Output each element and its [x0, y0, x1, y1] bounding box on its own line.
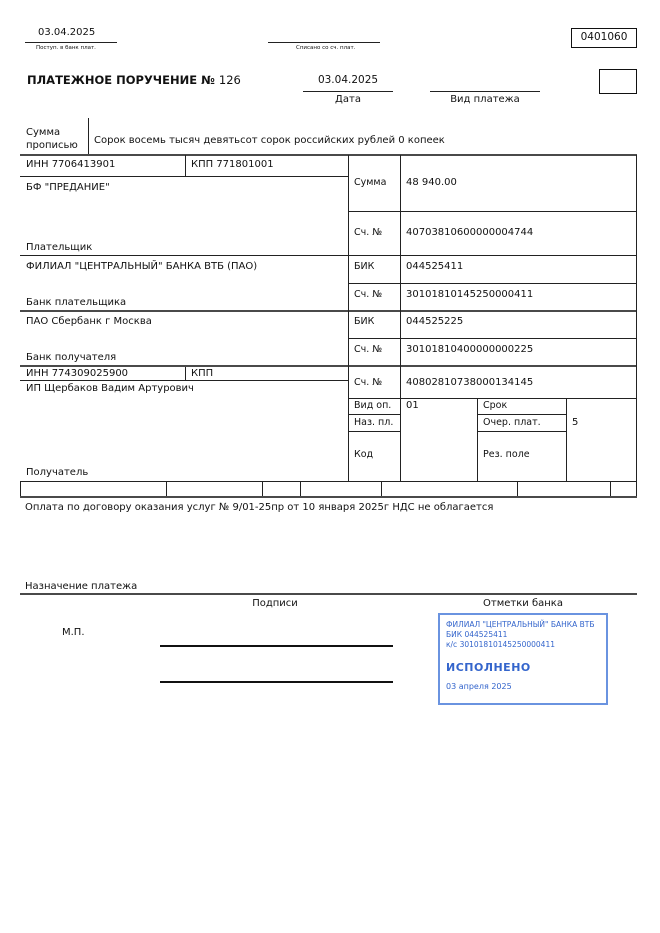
stamp-status: ИСПОЛНЕНО: [446, 661, 531, 674]
table-label-value-divider: [400, 155, 401, 481]
payer-label: Плательщик: [26, 242, 93, 253]
document-number: 126: [218, 73, 241, 87]
bottom-row-v5: [517, 482, 518, 496]
recipient-bank-bik: 044525225: [406, 316, 464, 327]
recipient-inn-kpp-divider: [185, 367, 186, 380]
payer-bank-name: ФИЛИАЛ "ЦЕНТРАЛЬНЫЙ" БАНКА ВТБ (ПАО): [26, 261, 258, 272]
payer-bank-bik-bottom: [348, 283, 637, 284]
bank-stamp: [438, 613, 608, 705]
purpose-code-label: Наз. пл.: [354, 417, 394, 428]
date-label: Дата: [335, 94, 361, 105]
payer-bank-block-bottom: [20, 310, 637, 312]
payer-bank-bik-label: БИК: [354, 261, 375, 272]
priority-label: Очер. плат.: [483, 417, 541, 428]
bottom-row-v4: [381, 482, 382, 496]
signature-line-1: [160, 645, 393, 647]
payer-block-bottom: [20, 255, 637, 256]
op-type-label: Вид оп.: [354, 400, 392, 411]
document-title-text: ПЛАТЕЖНОЕ ПОРУЧЕНИЕ №: [27, 73, 215, 87]
received-date-line: [25, 42, 117, 43]
stamp-corr-account: к/с 30101810145250000411: [446, 640, 555, 649]
amount-label: Сумма: [354, 177, 387, 188]
fields-divider-1: [477, 398, 478, 481]
payment-purpose-label: Назначение платежа: [25, 581, 138, 592]
form-code-box: 0401060: [571, 28, 637, 48]
bottom-row-v3: [300, 482, 301, 496]
code-row-divider-right: [477, 431, 566, 432]
stamp-bik: БИК 044525411: [446, 630, 508, 639]
amount-words-divider: [88, 118, 89, 155]
stamp-bank-name: ФИЛИАЛ "ЦЕНТРАЛЬНЫЙ" БАНКА ВТБ: [446, 620, 595, 629]
recipient-bank-block-bottom: [20, 365, 637, 367]
date-underline: [303, 91, 393, 92]
bottom-row-v2: [262, 482, 263, 496]
signatures-label: Подписи: [252, 598, 298, 609]
payment-type-box: [599, 69, 637, 94]
payer-bank-label: Банк плательщика: [26, 297, 127, 308]
payment-type-label: Вид платежа: [450, 94, 520, 105]
received-date: 03.04.2025: [38, 27, 96, 38]
bottom-row-v1: [166, 482, 167, 496]
debited-line: [268, 42, 380, 43]
amount-cell-bottom: [348, 211, 637, 212]
recipient-label: Получатель: [26, 467, 89, 478]
payment-purpose-text: Оплата по договору оказания услуг № 9/01-25пр от 10 января 2025г НДС не облагается: [25, 502, 494, 513]
stamp-place-label: М.П.: [62, 627, 85, 638]
payer-account: 40703810600000004744: [406, 227, 534, 238]
payer-inn-kpp-divider: [185, 155, 186, 177]
payer-kpp: КПП 771801001: [191, 159, 274, 170]
recipient-account: 40802810738000134145: [406, 377, 534, 388]
bottom-row-v0: [20, 482, 21, 496]
recipient-bank-account: 30101810400000000225: [406, 344, 534, 355]
table-top-line: [20, 154, 637, 156]
document-date: 03.04.2025: [317, 74, 379, 86]
op-type-value: 01: [406, 400, 419, 411]
recipient-account-bottom: [348, 398, 637, 399]
payer-account-label: Сч. №: [354, 227, 383, 238]
bottom-row-v7: [636, 482, 637, 496]
document-title: [27, 74, 241, 86]
payer-inn-kpp-bottom: [20, 176, 348, 177]
payer-name: БФ "ПРЕДАНИЕ": [26, 182, 110, 193]
amount-words-value: Сорок восемь тысяч девятьсот сорок российских рублей 0 копеек: [94, 135, 445, 146]
amount-words-label: Сумма прописью: [26, 127, 78, 151]
bottom-row-bottom-line: [20, 496, 637, 498]
recipient-bank-account-label: Сч. №: [354, 344, 383, 355]
recipient-inn: ИНН 774309025900: [26, 368, 129, 379]
fields-divider-2: [566, 398, 567, 481]
bottom-row-v6: [610, 482, 611, 496]
payment-type-underline: [430, 91, 540, 92]
stamp-date: 03 апреля 2025: [446, 682, 512, 691]
purpose-bottom-line: [20, 593, 637, 595]
recipient-bank-bik-bottom: [348, 338, 637, 339]
code-row-divider-left: [348, 431, 400, 432]
reserve-field-label: Рез. поле: [483, 449, 530, 460]
priority-value: 5: [572, 417, 579, 428]
table-main-divider: [348, 155, 349, 481]
recipient-inn-kpp-bottom: [20, 380, 348, 381]
payer-bank-bik: 044525411: [406, 261, 464, 272]
signature-line-2: [160, 681, 393, 683]
recipient-bank-bik-label: БИК: [354, 316, 375, 327]
payer-bank-account-label: Сч. №: [354, 289, 383, 300]
received-label: Поступ. в банк плат.: [36, 45, 96, 51]
recipient-bank-name: ПАО Сбербанк г Москва: [26, 316, 152, 327]
amount-value: 48 940.00: [406, 177, 457, 188]
recipient-kpp: КПП: [191, 368, 214, 379]
payer-bank-account: 30101810145250000411: [406, 289, 534, 300]
recipient-bank-label: Банк получателя: [26, 352, 117, 363]
recipient-account-label: Сч. №: [354, 377, 383, 388]
debited-label: Списано со сч. плат.: [296, 45, 356, 51]
table-right-border: [636, 155, 637, 481]
bank-marks-label: Отметки банка: [483, 598, 563, 609]
recipient-name: ИП Щербаков Вадим Артурович: [26, 383, 194, 394]
payer-inn: ИНН 7706413901: [26, 159, 116, 170]
table-bottom-line: [20, 481, 637, 482]
op-row-divider-right: [477, 414, 566, 415]
op-row-divider-left: [348, 414, 400, 415]
code-label: Код: [354, 449, 374, 460]
term-label: Срок: [483, 400, 508, 411]
